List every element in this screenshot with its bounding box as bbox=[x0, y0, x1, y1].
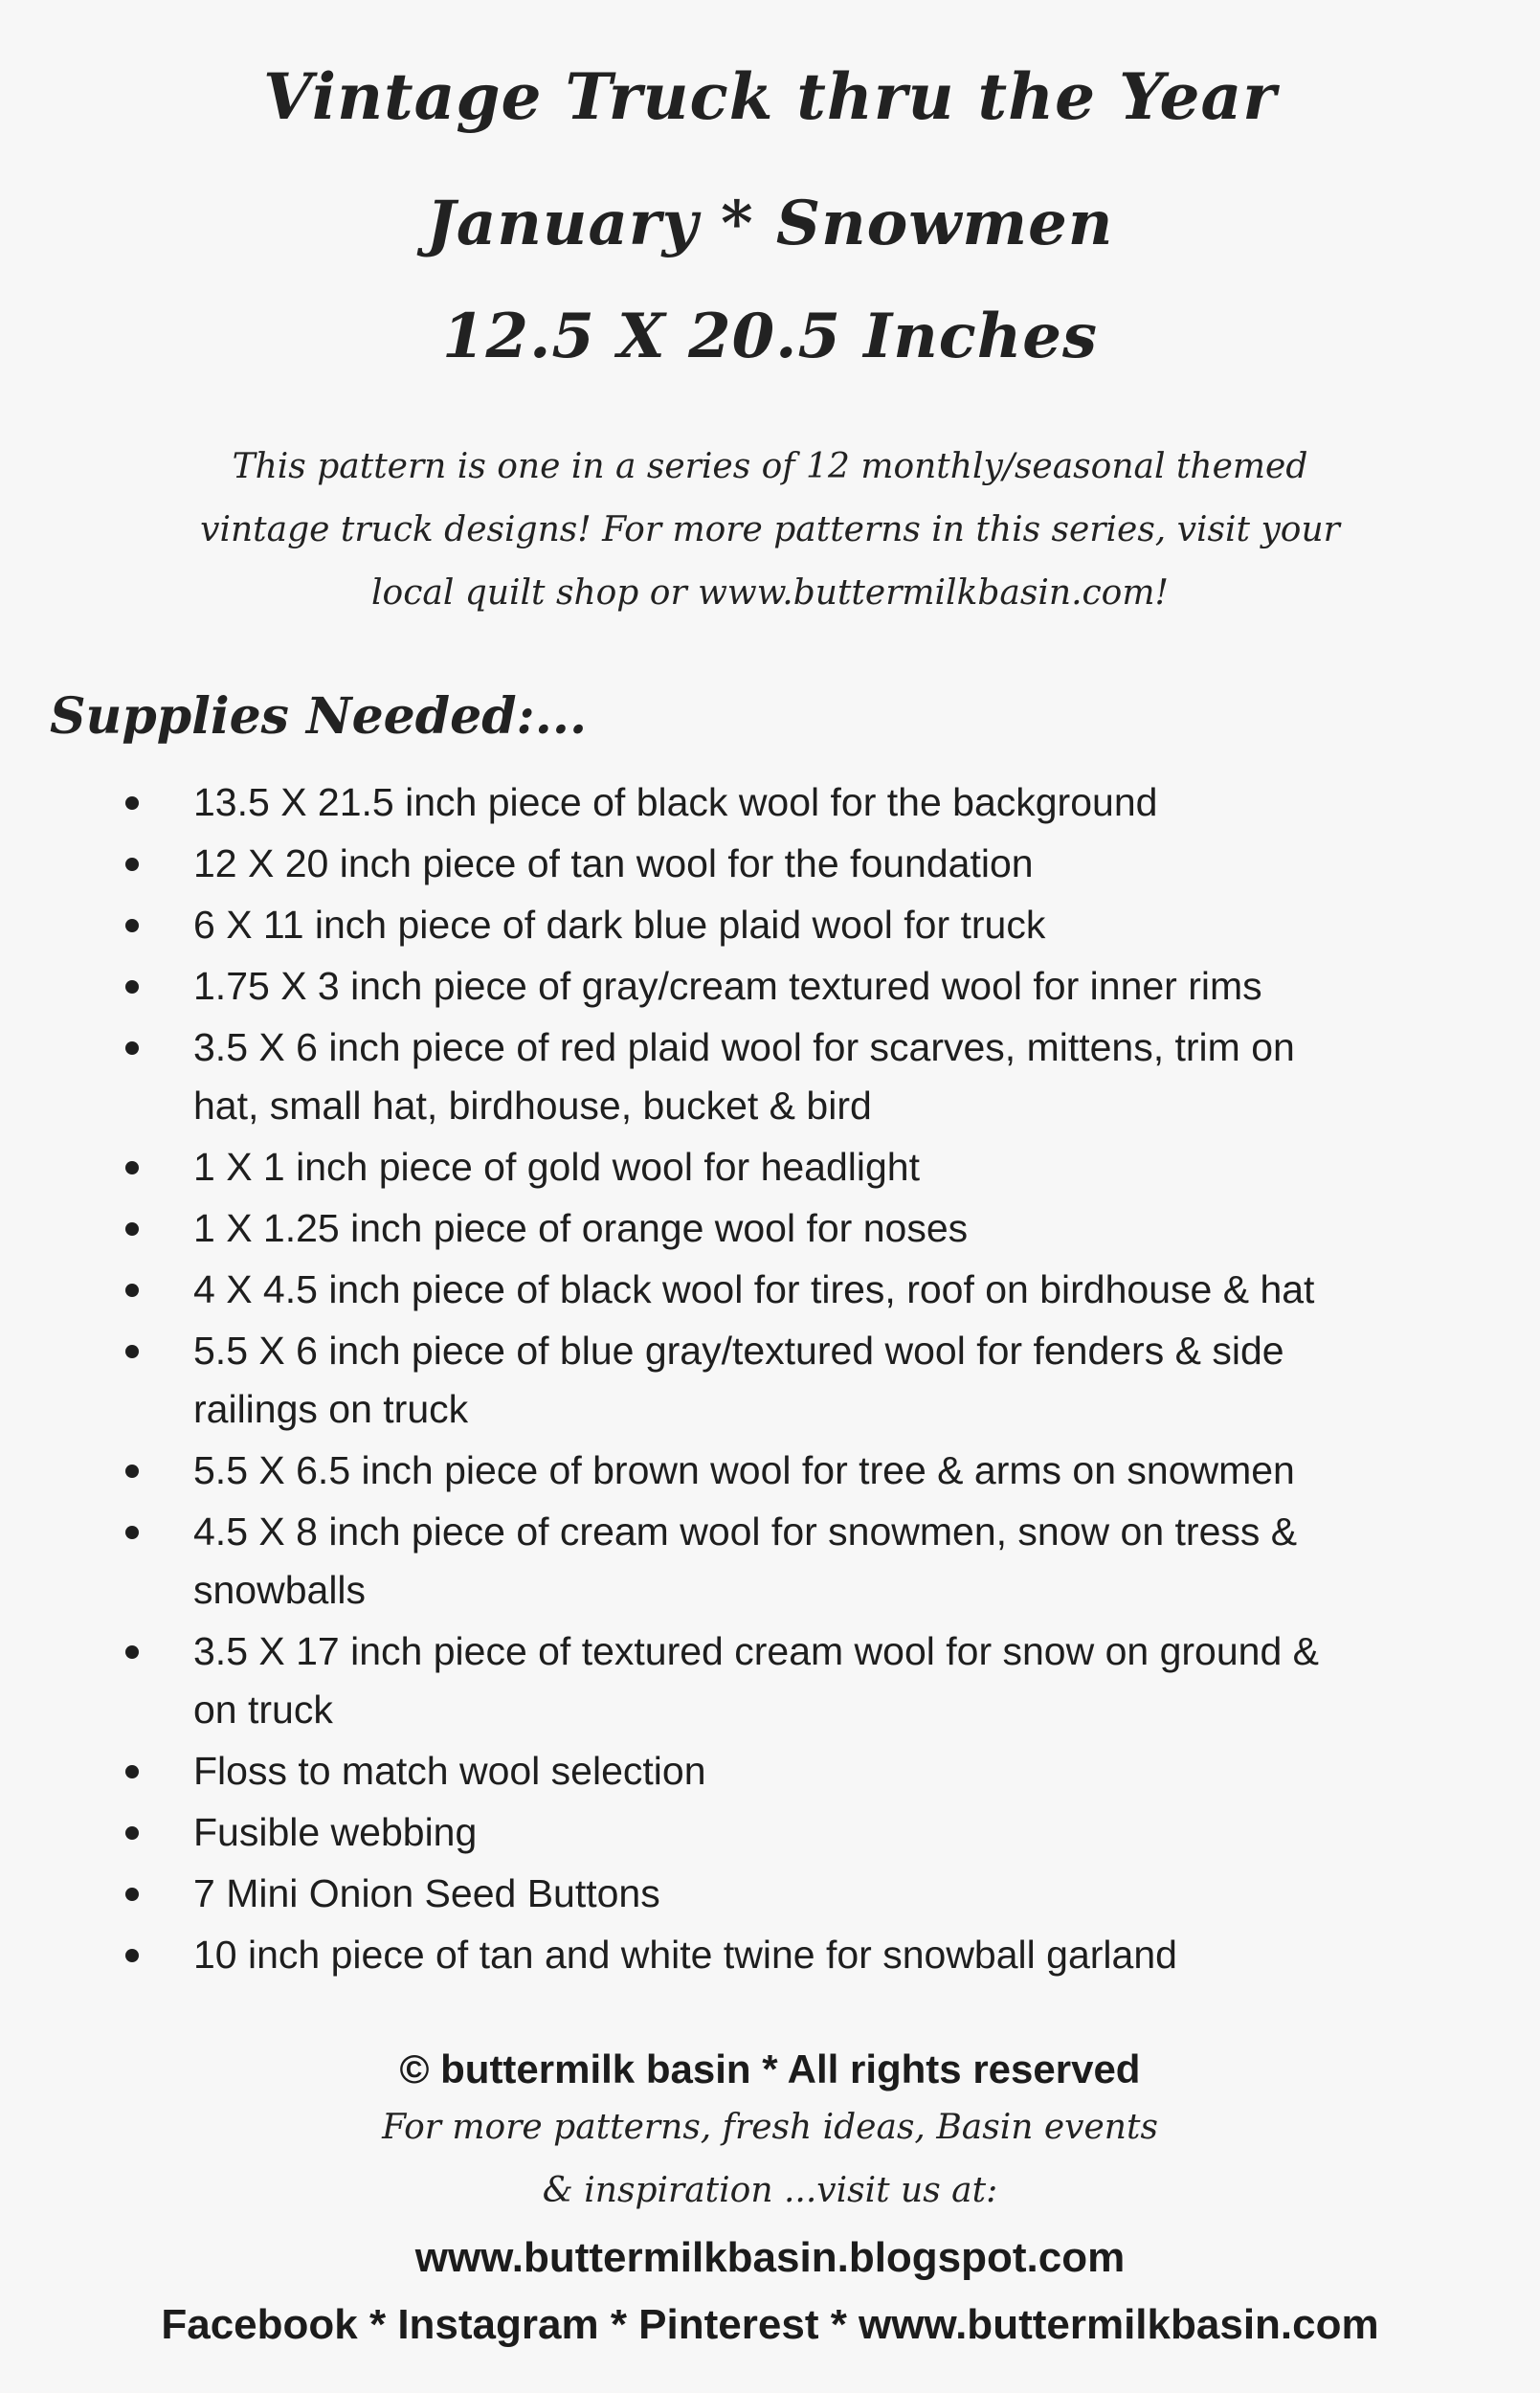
supplies-heading: Supplies Needed:... bbox=[50, 687, 588, 746]
supply-item bbox=[0, 1503, 1540, 1620]
bullet-icon bbox=[125, 1222, 139, 1236]
bullet-icon bbox=[125, 1826, 139, 1840]
copyright-notice: © buttermilk basin * All rights reserved bbox=[399, 2046, 1141, 2091]
supply-item-text: 5.5 X 6 inch piece of blue gray/textured wool for fenders & side bbox=[193, 1329, 1284, 1373]
supply-item-text: 13.5 X 21.5 inch piece of black wool for the background bbox=[193, 780, 1158, 824]
supply-item bbox=[0, 773, 1540, 832]
supply-item-text: Floss to match wool selection bbox=[193, 1749, 706, 1793]
supply-item bbox=[0, 1261, 1540, 1319]
supply-item-text: railings on truck bbox=[193, 1387, 469, 1431]
supply-item-text: 1 X 1.25 inch piece of orange wool for noses bbox=[193, 1206, 969, 1250]
supply-item-text: 3.5 X 17 inch piece of textured cream wool for snow on ground & bbox=[193, 1629, 1320, 1673]
bullet-icon bbox=[125, 1465, 139, 1478]
supply-item bbox=[0, 1442, 1540, 1500]
supply-item-text: 10 inch piece of tan and white twine for snowball garland bbox=[193, 1933, 1177, 1977]
supply-item bbox=[0, 1803, 1540, 1862]
supply-item-text: 12 X 20 inch piece of tan wool for the foundation bbox=[193, 841, 1034, 885]
supply-item-text: 6 X 11 inch piece of dark blue plaid wool for truck bbox=[193, 903, 1046, 947]
supply-item-text: 3.5 X 6 inch piece of red plaid wool for scarves, mittens, trim on bbox=[193, 1025, 1295, 1069]
bullet-icon bbox=[125, 919, 139, 932]
intro-paragraph bbox=[57, 436, 1483, 625]
bullet-icon bbox=[125, 1345, 139, 1358]
supply-item bbox=[0, 1018, 1540, 1135]
supply-item-text: 1.75 X 3 inch piece of gray/cream textured wool for inner rims bbox=[193, 964, 1262, 1008]
bullet-icon bbox=[125, 1765, 139, 1778]
intro-line: This pattern is one in a series of 12 monthly/seasonal themed bbox=[232, 447, 1308, 486]
supply-item bbox=[0, 1138, 1540, 1196]
supply-item-text: 5.5 X 6.5 inch piece of brown wool for tree & arms on snowmen bbox=[193, 1448, 1295, 1492]
supply-item bbox=[0, 1199, 1540, 1258]
bullet-icon bbox=[125, 1949, 139, 1962]
bullet-icon bbox=[125, 1526, 139, 1539]
title-line-size: 12.5 X 20.5 Inches bbox=[442, 301, 1098, 372]
social-links: Facebook * Instagram * Pinterest * www.buttermilkbasin.com bbox=[161, 2301, 1379, 2348]
supply-item bbox=[0, 1865, 1540, 1923]
supply-item bbox=[0, 1926, 1540, 1984]
supply-item bbox=[0, 1622, 1540, 1739]
supply-item-text: Fusible webbing bbox=[193, 1810, 478, 1854]
intro-line: vintage truck designs! For more patterns in this series, visit your bbox=[200, 510, 1340, 549]
blog-url: www.buttermilkbasin.blogspot.com bbox=[414, 2234, 1126, 2281]
bullet-icon bbox=[125, 1645, 139, 1659]
supply-item-text: 4.5 X 8 inch piece of cream wool for snowmen, snow on tress & bbox=[193, 1510, 1298, 1554]
intro-line: local quilt shop or www.buttermilkbasin.com! bbox=[371, 573, 1169, 613]
supply-item bbox=[0, 957, 1540, 1016]
title-line-month: January * Snowmen bbox=[426, 188, 1114, 259]
supply-item-text: hat, small hat, birdhouse, bucket & bird bbox=[193, 1084, 872, 1128]
bullet-icon bbox=[125, 796, 139, 810]
supply-item-text: on truck bbox=[193, 1688, 333, 1732]
footer-more-line: For more patterns, fresh ideas, Basin events bbox=[382, 2108, 1158, 2147]
supplies-list bbox=[0, 773, 1540, 1987]
footer-more-line: & inspiration ...visit us at: bbox=[542, 2171, 998, 2210]
bullet-icon bbox=[125, 1888, 139, 1901]
supply-item bbox=[0, 835, 1540, 893]
supply-item bbox=[0, 896, 1540, 954]
title-line-series: Vintage Truck thru the Year bbox=[263, 59, 1277, 134]
bullet-icon bbox=[125, 1041, 139, 1055]
supply-item-text: snowballs bbox=[193, 1568, 367, 1612]
supply-item-text: 7 Mini Onion Seed Buttons bbox=[193, 1871, 660, 1915]
bullet-icon bbox=[125, 1284, 139, 1297]
bullet-icon bbox=[125, 858, 139, 871]
bullet-icon bbox=[125, 980, 139, 994]
supply-item bbox=[0, 1322, 1540, 1439]
supply-item-text: 1 X 1 inch piece of gold wool for headlight bbox=[193, 1145, 921, 1189]
supply-item bbox=[0, 1742, 1540, 1800]
supply-item-text: 4 X 4.5 inch piece of black wool for tires, roof on birdhouse & hat bbox=[193, 1267, 1315, 1311]
bullet-icon bbox=[125, 1161, 139, 1174]
